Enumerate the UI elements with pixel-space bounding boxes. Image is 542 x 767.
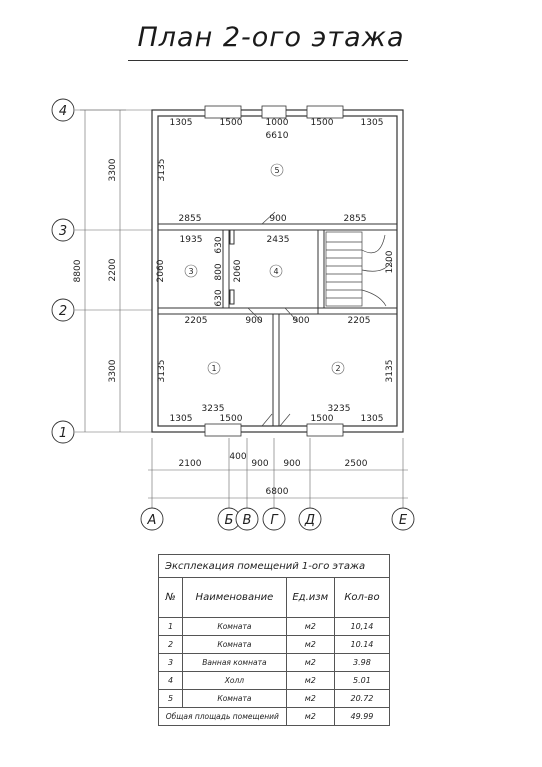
dim-room1-height: 3135 [157, 359, 167, 383]
table-row [159, 654, 390, 672]
cell-number: 5 [159, 690, 183, 708]
dim-bottom-window-0: 1305 [169, 414, 193, 424]
cell-name: Комната [183, 618, 286, 636]
dim-room5-bottom-0: 2855 [178, 214, 202, 224]
dim-bottom-window-3: 1305 [360, 414, 384, 424]
room-number-3: 3 [188, 267, 194, 276]
dim-left-total: 8800 [73, 259, 83, 283]
dim-room2-height: 3135 [385, 359, 395, 383]
header-number: № [159, 578, 183, 618]
dim-bottom-3: 900 [283, 459, 301, 469]
axis-row-4: 4 [58, 104, 68, 119]
table-total-row [159, 708, 390, 726]
dim-bottom-inner-1: 3235 [327, 404, 351, 414]
staircase [326, 232, 392, 306]
axis-row-1: 1 [58, 426, 68, 441]
room-number-5: 5 [274, 166, 280, 175]
cell-name: Комната [183, 690, 286, 708]
axis-row-3: 3 [58, 224, 68, 239]
table-row [159, 618, 390, 636]
dim-room5-bottom-2: 2855 [343, 214, 367, 224]
axis-row-2: 2 [58, 304, 68, 319]
axis-col-d: Д [304, 513, 316, 528]
plan-title: План 2-ого этажа [137, 22, 405, 53]
dim-bath-height: 2060 [156, 259, 166, 283]
dim-bottom-window-1: 1500 [219, 414, 243, 424]
room-number-1: 1 [211, 364, 217, 373]
axis-col-b: Б [224, 513, 234, 528]
cell-unit: м2 [286, 618, 334, 636]
table-row [159, 690, 390, 708]
dim-bottom-1: 400 [229, 452, 247, 462]
header-quantity: Кол-во [334, 578, 389, 618]
cell-quantity: 10.14 [334, 636, 389, 654]
dim-row2-2: 900 [292, 316, 310, 326]
axis-col-g: Г [270, 513, 278, 528]
room-number-4: 4 [273, 267, 279, 276]
cell-quantity: 5.01 [334, 672, 389, 690]
cell-name: Комната [183, 636, 286, 654]
cell-number: 4 [159, 672, 183, 690]
dim-bottom-2: 900 [251, 459, 269, 469]
dim-bath-2: 630 [214, 289, 224, 307]
dim-row2-0: 2205 [184, 316, 208, 326]
cell-name: Ванная комната [183, 654, 286, 672]
dim-left-2: 3300 [108, 359, 118, 383]
dim-top-window-2: 1000 [265, 118, 289, 128]
room-markers [185, 164, 344, 374]
cell-name: Холл [183, 672, 286, 690]
axis-col-v: В [242, 513, 252, 528]
cell-number: 3 [159, 654, 183, 672]
dim-stair: 1200 [385, 250, 395, 274]
room-number-2: 2 [335, 364, 341, 373]
dim-room5-height: 3135 [157, 158, 167, 182]
dim-bath-1: 800 [214, 263, 224, 281]
dim-bottom-inner-0: 3235 [201, 404, 225, 414]
dim-left-0: 3300 [108, 158, 118, 182]
axis-col-a: А [147, 513, 157, 528]
axis-lines [75, 110, 408, 510]
dim-bath-height-2: 2060 [233, 259, 243, 283]
cell-unit: м2 [286, 672, 334, 690]
dim-top-window-4: 1305 [360, 118, 384, 128]
dim-row3-1: 2435 [266, 235, 290, 245]
dim-top-window-0: 1305 [169, 118, 193, 128]
cell-quantity: 10,14 [334, 618, 389, 636]
rooms-table [158, 554, 390, 726]
cell-unit: м2 [286, 654, 334, 672]
dim-row3-0: 1935 [179, 235, 203, 245]
dim-top-inner: 6610 [265, 131, 289, 141]
axis-col-e: Е [398, 513, 408, 528]
dim-bath-0: 630 [214, 236, 224, 254]
dim-bottom-4: 2500 [344, 459, 368, 469]
cell-number: 1 [159, 618, 183, 636]
total-quantity: 49.99 [334, 708, 389, 726]
dim-top-window-3: 1500 [310, 118, 334, 128]
cell-quantity: 3.98 [334, 654, 389, 672]
total-label: Общая площадь помещений [159, 708, 287, 726]
dim-bottom-window-2: 1500 [310, 414, 334, 424]
cell-unit: м2 [286, 690, 334, 708]
table-caption: Эксплекация помещений 1-ого этажа [159, 555, 390, 578]
cell-number: 2 [159, 636, 183, 654]
dim-room5-bottom-1: 900 [269, 214, 287, 224]
table-row [159, 672, 390, 690]
table-row [159, 636, 390, 654]
dim-bottom-0: 2100 [178, 459, 202, 469]
dim-row2-3: 2205 [347, 316, 371, 326]
dim-bottom-total: 6800 [265, 487, 289, 497]
dim-top-window-1: 1500 [219, 118, 243, 128]
cell-quantity: 20.72 [334, 690, 389, 708]
dim-row2-1: 900 [245, 316, 263, 326]
cell-unit: м2 [286, 636, 334, 654]
header-unit: Ед.изм [286, 578, 334, 618]
dim-left-1: 2200 [108, 258, 118, 282]
total-unit: м2 [286, 708, 334, 726]
header-name: Наименование [183, 578, 286, 618]
